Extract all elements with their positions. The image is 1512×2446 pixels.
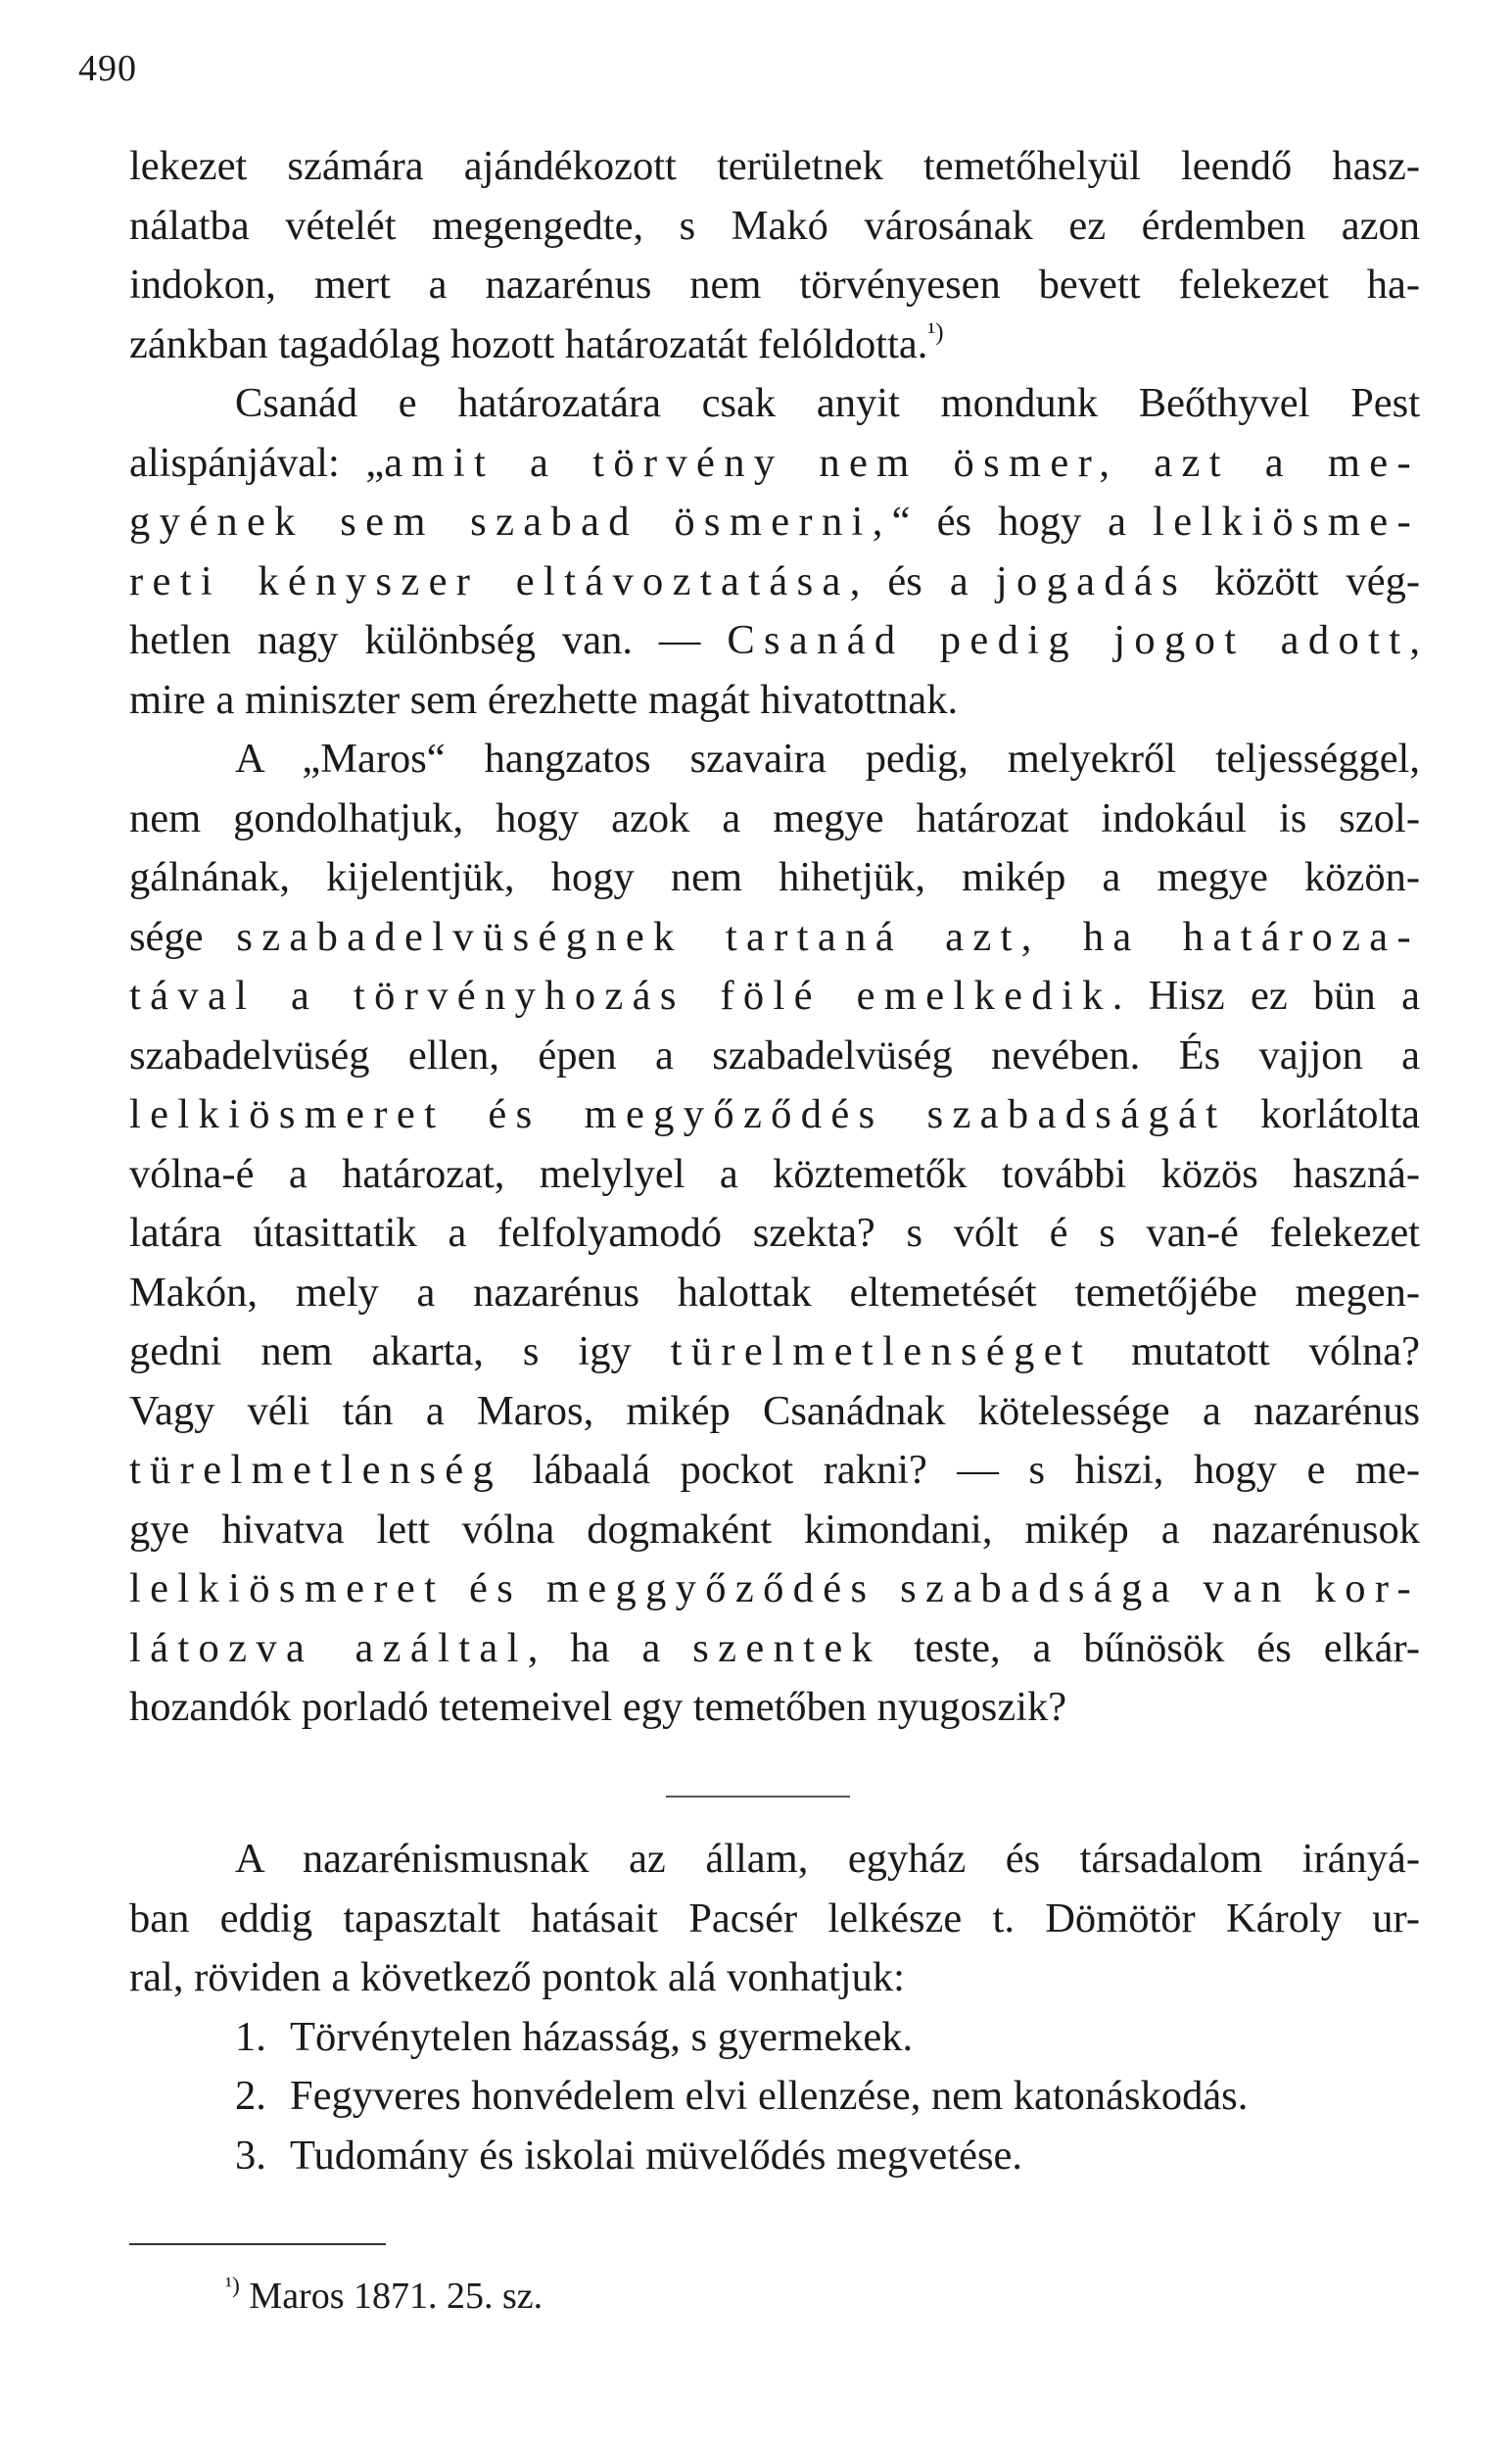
emphasis-run: lelkiösmeret és meggyőződés szabadsága van kor- [129, 1565, 1420, 1611]
text-line [129, 315, 1420, 375]
text-line [129, 908, 1420, 968]
page-number: 490 [78, 48, 137, 89]
text-line [129, 967, 1420, 1027]
text-line [129, 434, 1420, 494]
list-text: Tudomány és iskolai müvelődés megvetése. [290, 2132, 1022, 2179]
text-line [129, 848, 1420, 908]
emphasis-run: reti kényszer eltávoztatása [129, 557, 850, 604]
emphasis-run: amit a törvény nem ösmer, azt a me- [384, 439, 1420, 486]
text-run: korlátolta [1226, 1091, 1420, 1137]
text-line [129, 790, 1420, 849]
footnote [225, 2275, 543, 2318]
list-item [129, 2127, 1420, 2186]
list-number: 2. [235, 2073, 266, 2119]
section-line: ral, röviden a következő pontok alá vonhatjuk: [129, 1954, 905, 2000]
emphasis-run: látozva azáltal [129, 1624, 528, 1671]
text-line [129, 1322, 1420, 1382]
emphasis-run: lelkiösmeret és megyőződés szabadságát [129, 1091, 1227, 1137]
footnote-mark: ¹) [225, 2273, 240, 2299]
footnote-rule [129, 2243, 386, 2245]
list-number: 1. [235, 2013, 266, 2060]
text-run: mire a miniszter sem érezhette magát hivatottnak. [129, 676, 959, 723]
text-line [129, 374, 1420, 434]
text-run: alispánjával: „ [129, 439, 385, 486]
emphasis-run: gyének sem szabad ösmerni, [129, 499, 892, 545]
text-run: , és a [849, 557, 996, 604]
list-number: 3. [235, 2132, 266, 2179]
text-run: A „Maros“ hangzatos szavaira pedig, melyekről teljességgel, [235, 736, 1420, 782]
emphasis-run: szabadelvüségnek tartaná azt, ha határoza- [236, 913, 1420, 960]
emphasis-run: jogadás [995, 557, 1188, 604]
emphasis-run: Csanád pedig jogot adott [727, 617, 1410, 663]
text-run: . Hisz ez bün a [1111, 973, 1421, 1019]
text-line [129, 1085, 1420, 1145]
text-run: hetlen nagy különbség van. — [129, 617, 728, 663]
text-run: indokon, mert a nazarénus nem törvényesen bevett felekezet ha- [129, 262, 1420, 308]
text-run: között vég- [1187, 557, 1420, 604]
emphasis-run: türelmetlenség [129, 1447, 503, 1493]
text-line [129, 1619, 1420, 1679]
text-line [129, 1204, 1420, 1264]
text-run: szabadelvüség ellen, épen a szabadelvüség nevében. És vajjon a [129, 1031, 1420, 1079]
text-line [129, 1501, 1420, 1560]
emphasis-run: szentek [692, 1624, 882, 1671]
text-run: nem gondolhatjuk, hogy azok a megye határozat indokául is szol- [129, 794, 1420, 841]
text-line [129, 1264, 1420, 1323]
text-line [129, 1678, 1420, 1738]
text-run: nálatba vételét megengedte, s Makó városának ez érdemben azon [129, 202, 1420, 249]
body-text [129, 137, 1420, 1738]
text-run: Vagy véli tán a Maros, mikép Csanádnak kötelessége a nazarénus [129, 1387, 1420, 1434]
text-run: hozandók porladó tetemeivel egy temetőben nyugoszik? [129, 1684, 1067, 1730]
text-run: zánkban tagadólag hozott határozatát felóldotta. [129, 320, 928, 367]
section-line: A nazarénismusnak az állam, egyház és társadalom irányá- [235, 1836, 1420, 1882]
text-line [129, 137, 1420, 197]
text-line [129, 730, 1420, 790]
text-run: gálnának, kijelentjük, hogy nem hihetjük, mikép a megye közön- [129, 854, 1420, 900]
list-text: Fegyveres honvédelem elvi ellenzése, nem katonáskodás. [290, 2073, 1249, 2119]
text-run: Csanád e határozatára csak anyit mondunk Beőthyvel Pest [235, 380, 1420, 426]
text-run: latára útasittatik a felfolyamodó szekta? s vólt é s van-é felekezet [129, 1210, 1420, 1256]
section-two [129, 1830, 1420, 2185]
text-line [129, 256, 1420, 315]
text-line [129, 1441, 1420, 1501]
text-run: gedni nem akarta, s igy [129, 1328, 671, 1374]
text-run: mutatott vólna? [1092, 1328, 1420, 1374]
list-item [129, 2067, 1420, 2127]
text-run: lekezet számára ajándékozott területnek temetőhelyül leendő hasz- [129, 143, 1420, 189]
list-text: Törvénytelen házasság, s gyermekek. [290, 2013, 914, 2060]
footnote-text: Maros 1871. 25. sz. [239, 2276, 543, 2317]
text-line [129, 493, 1420, 552]
emphasis-run: tával a törvényhozás fölé emelkedik [129, 973, 1112, 1019]
text-run: , [1409, 617, 1421, 663]
footnote-ref: ¹) [927, 316, 944, 346]
text-line [129, 552, 1420, 612]
text-run: gye hivatva lett vólna dogmaként kimondani, mikép a nazarénusok [129, 1506, 1420, 1553]
text-run: vólna-é a határozat, melylyel a köztemetők további közös haszná- [129, 1150, 1420, 1197]
section-divider [666, 1796, 850, 1798]
emphasis-run: türelmetlenséget [670, 1328, 1093, 1374]
emphasis-run: lelkiösme- [1153, 499, 1420, 545]
text-line [129, 1027, 1420, 1086]
text-run: , ha a [527, 1624, 693, 1671]
text-line [129, 1145, 1420, 1205]
text-run: teste, a bűnösök és elkár- [881, 1624, 1420, 1671]
text-run: “ és hogy a [891, 499, 1154, 545]
text-line [129, 197, 1420, 257]
text-line [129, 611, 1420, 671]
text-line [129, 1382, 1420, 1442]
list-item [129, 2008, 1420, 2068]
text-line [129, 671, 1420, 731]
text-run: lábaalá pockot rakni? — s hiszi, hogy e me- [502, 1447, 1420, 1493]
section-line: ban eddig tapasztalt hatásait Pacsér lelkésze t. Dömötör Károly ur- [129, 1894, 1420, 1942]
text-run: Makón, mely a nazarénus halottak eltemetését temetőjébe megen- [129, 1269, 1420, 1316]
text-line [129, 1559, 1420, 1619]
text-run: sége [129, 913, 237, 960]
